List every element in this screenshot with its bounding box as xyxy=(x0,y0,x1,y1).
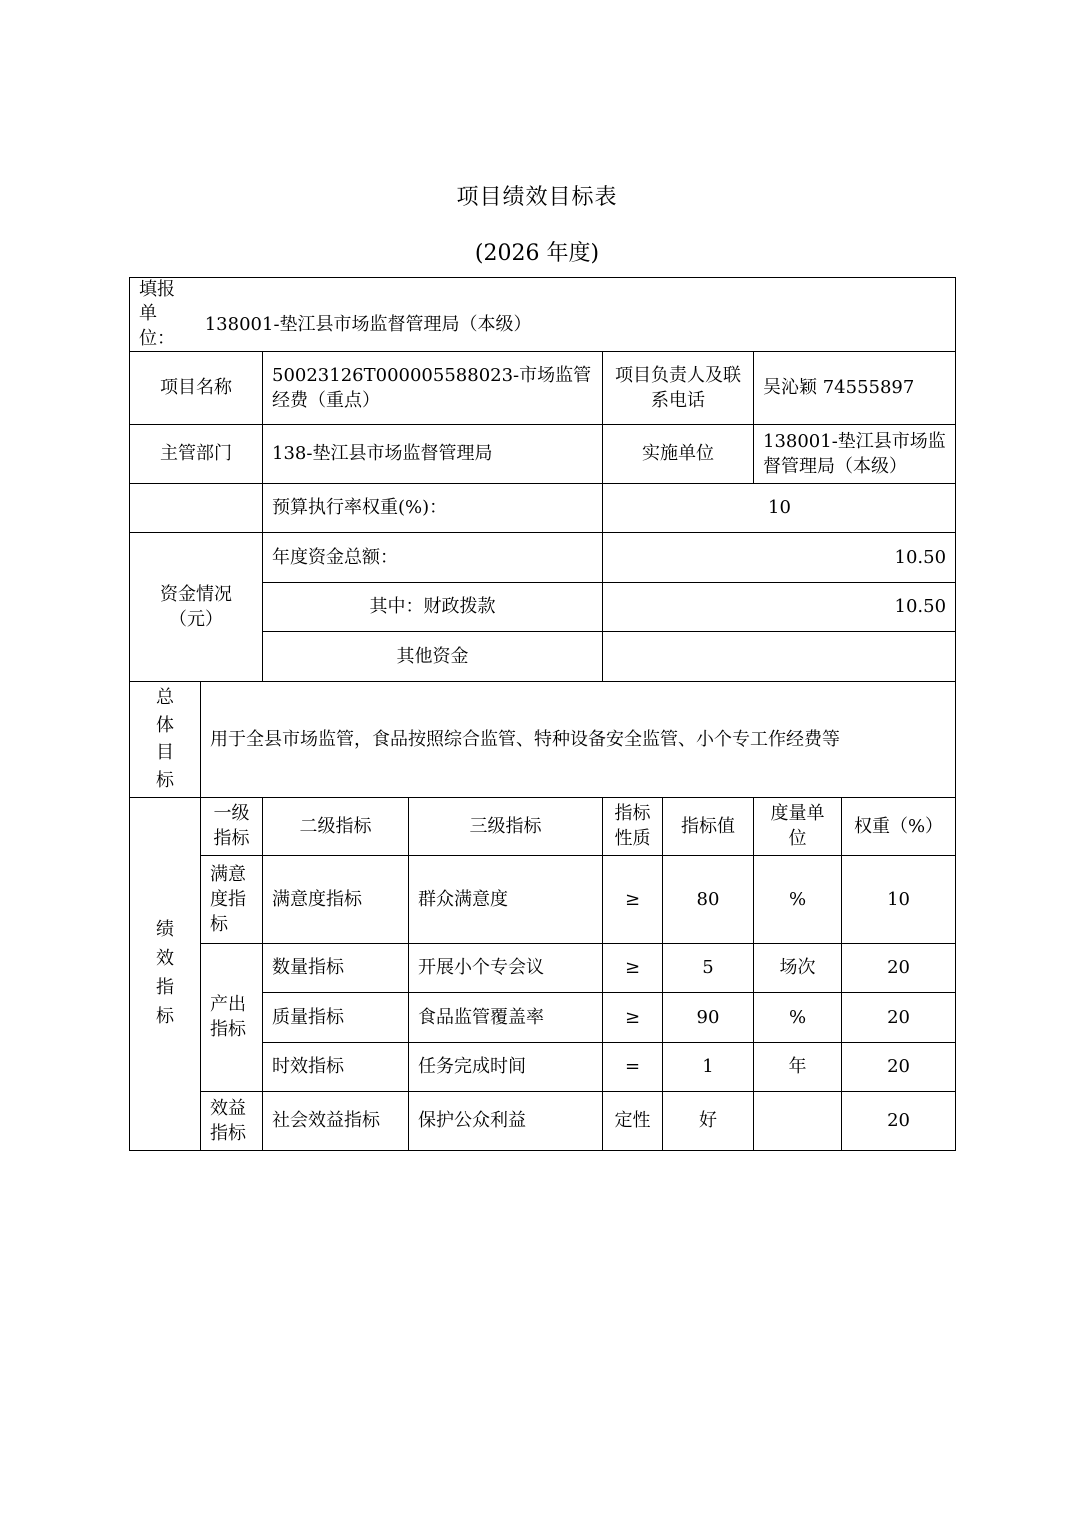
funds-fiscal-value: 10.50 xyxy=(603,582,956,631)
funds-label: 资金情况（元） xyxy=(130,532,263,681)
level3-cell: 开展小个专会议 xyxy=(409,943,603,992)
level2-cell: 数量指标 xyxy=(263,943,409,992)
unit-row xyxy=(130,278,956,352)
value-cell: 80 xyxy=(663,855,754,943)
level2-cell: 满意度指标 xyxy=(263,855,409,943)
unit-cell: % xyxy=(754,855,842,943)
level1-cell: 满意度指标 xyxy=(201,855,263,943)
page-subtitle-year: (2026 年度) xyxy=(474,241,600,266)
unit-cell xyxy=(754,1091,842,1150)
value-cell: 好 xyxy=(663,1091,754,1150)
header-nature: 指标性质 xyxy=(603,797,663,855)
blank-cell xyxy=(130,483,263,532)
level1-cell: 效益指标 xyxy=(201,1091,263,1150)
value-cell: 90 xyxy=(663,992,754,1042)
impl-unit-label: 实施单位 xyxy=(603,424,754,483)
level2-cell: 社会效益指标 xyxy=(263,1091,409,1150)
value-cell: 1 xyxy=(663,1042,754,1091)
level2-cell: 时效指标 xyxy=(263,1042,409,1091)
indicator-header-row xyxy=(130,797,956,855)
project-name-label: 项目名称 xyxy=(130,351,263,424)
goal-label: 总体目标 xyxy=(130,681,201,797)
department-row xyxy=(130,424,956,483)
header-level2: 二级指标 xyxy=(263,797,409,855)
nature-cell: ≥ xyxy=(603,992,663,1042)
weight-cell: 20 xyxy=(842,1091,956,1150)
level3-cell: 食品监管覆盖率 xyxy=(409,992,603,1042)
unit-cell: 年 xyxy=(754,1042,842,1091)
project-name-value: 50023126T000005588023-市场监管经费（重点） xyxy=(263,351,603,424)
unit-label: 填报单位： xyxy=(139,279,175,349)
weight-cell: 10 xyxy=(842,855,956,943)
funds-other-value xyxy=(603,631,956,681)
funds-total-row xyxy=(130,532,956,582)
nature-cell: ≥ xyxy=(603,855,663,943)
performance-table xyxy=(129,277,956,1151)
nature-cell: = xyxy=(603,1042,663,1091)
department-value: 138-垫江县市场监督管理局 xyxy=(263,424,603,483)
unit-cell xyxy=(130,278,956,352)
project-contact-label: 项目负责人及联系电话 xyxy=(603,351,754,424)
table-row xyxy=(130,943,956,992)
goal-row xyxy=(130,681,956,797)
indicators-section-label: 绩效指标 xyxy=(130,797,201,1150)
project-contact-value: 吴沁颖 74555897 xyxy=(754,351,956,424)
impl-unit-value: 138001-垫江县市场监督管理局（本级） xyxy=(754,424,956,483)
level2-cell: 质量指标 xyxy=(263,992,409,1042)
funds-total-label: 年度资金总额： xyxy=(263,532,603,582)
level1-cell: 产出指标 xyxy=(201,943,263,1091)
table-row xyxy=(130,1091,956,1150)
header-unit: 度量单位 xyxy=(754,797,842,855)
page-title: 项目绩效目标表 xyxy=(456,185,618,210)
budget-weight-label: 预算执行率权重(%)： xyxy=(263,483,603,532)
unit-value: 138001-垫江县市场监督管理局（本级） xyxy=(204,313,532,335)
level3-cell: 群众满意度 xyxy=(409,855,603,943)
funds-other-label: 其他资金 xyxy=(263,631,603,681)
funds-total-value: 10.50 xyxy=(603,532,956,582)
funds-fiscal-label: 其中：财政拨款 xyxy=(263,582,603,631)
goal-text: 用于全县市场监管，食品按照综合监管、特种设备安全监管、小个专工作经费等 xyxy=(201,681,956,797)
table-row xyxy=(130,855,956,943)
level3-cell: 保护公众利益 xyxy=(409,1091,603,1150)
weight-cell: 20 xyxy=(842,1042,956,1091)
nature-cell: 定性 xyxy=(603,1091,663,1150)
header-weight: 权重（%） xyxy=(842,797,956,855)
department-label: 主管部门 xyxy=(130,424,263,483)
unit-cell: % xyxy=(754,992,842,1042)
project-row xyxy=(130,351,956,424)
header-level3: 三级指标 xyxy=(409,797,603,855)
weight-cell: 20 xyxy=(842,992,956,1042)
value-cell: 5 xyxy=(663,943,754,992)
budget-weight-row xyxy=(130,483,956,532)
header-level1: 一级指标 xyxy=(201,797,263,855)
unit-cell: 场次 xyxy=(754,943,842,992)
budget-weight-value: 10 xyxy=(603,483,956,532)
level3-cell: 任务完成时间 xyxy=(409,1042,603,1091)
nature-cell: ≥ xyxy=(603,943,663,992)
weight-cell: 20 xyxy=(842,943,956,992)
header-value: 指标值 xyxy=(663,797,754,855)
